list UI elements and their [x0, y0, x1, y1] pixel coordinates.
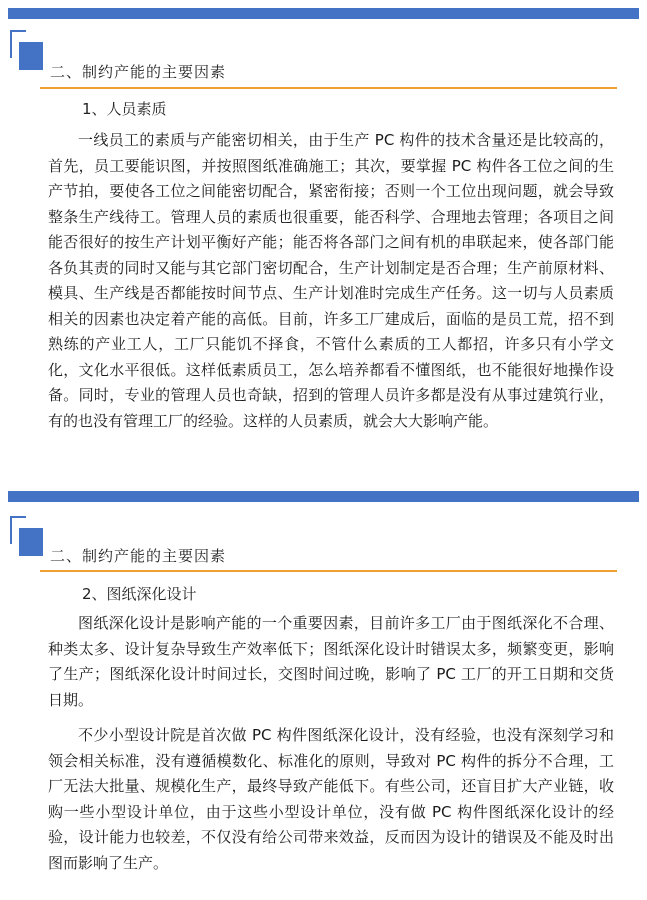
paragraph: 图纸深化设计是影响产能的一个重要因素，目前许多工厂由于图纸深化不合理、种类太多、设计复杂导致生产效率低下；图纸深化设计时错误太多，频繁变更，影响了生产；图纸深化设计时间过长，交图时间过晚，影响了 PC 工厂的开工日期和交货日期。 [48, 614, 614, 709]
corner-bracket-icon [10, 30, 46, 70]
section-drawing-design [0, 488, 647, 900]
top-accent-bar [8, 491, 639, 502]
section-heading: 二、制约产能的主要因素 [50, 547, 227, 565]
section-heading: 二、制约产能的主要因素 [50, 63, 227, 81]
heading-underline [40, 87, 617, 89]
top-accent-bar [8, 8, 639, 19]
paragraph: 不少小型设计院是首次做 PC 构件图纸深化设计，没有经验，也没有深刻学习和领会相关标准，没有遵循模数化、标准化的原则，导致对 PC 构件的拆分不合理，工厂无法大批量、规模化生产，最终导致产能低下。有些公司，还盲目扩大产业链，收购一些小型设计单位，由于这些小型设计单位，没有做 PC 构件图纸深化设计的经验，设计能力也较差，不仅没有给公司带来效益，反而因为设计的错误及不能及时出图而影响了生产。 [48, 726, 614, 872]
subheading: 1、人员素质 [82, 100, 167, 118]
heading-underline [40, 570, 617, 572]
subheading: 2、图纸深化设计 [82, 585, 197, 603]
corner-bracket-icon [10, 516, 46, 556]
paragraph: 一线员工的素质与产能密切相关，由于生产 PC 构件的技术含量还是比较高的，首先，员工要能识图，并按照图纸准确施工；其次，要掌握 PC 构件各工位之间的生产节拍，要使各工位之间能密切配合，紧密衔接；否则一个工位出现问题，就会导致整条生产线待工。管理人员的素质也很重要，能否科学、合理地去管理；各项目之间能否很好的按生产计划平衡好产能；能否将各部门之间有机的串联起来，使各部门能各负其责的同时又能与其它部门密切配合，生产计划制定是否合理；生产前原材料、模具、生产线是否都能按时间节点、生产计划准时完成生产任务。这一切与人员素质相关的因素也决定着产能的高低。目前，许多工厂建成后，面临的是员工荒，招不到熟练的产业工人，工厂只能饥不择食，不管什么素质的工人都招，许多只有小学文化，文化水平很低。这样低素质员工，怎么培养都看不懂图纸，也不能很好地操作设备。同时，专业的管理人员也奇缺，招到的管理人员许多都是没有从事过建筑行业，有的也没有管理工厂的经验。这样的人员素质，就会大大影响产能。 [48, 131, 614, 430]
